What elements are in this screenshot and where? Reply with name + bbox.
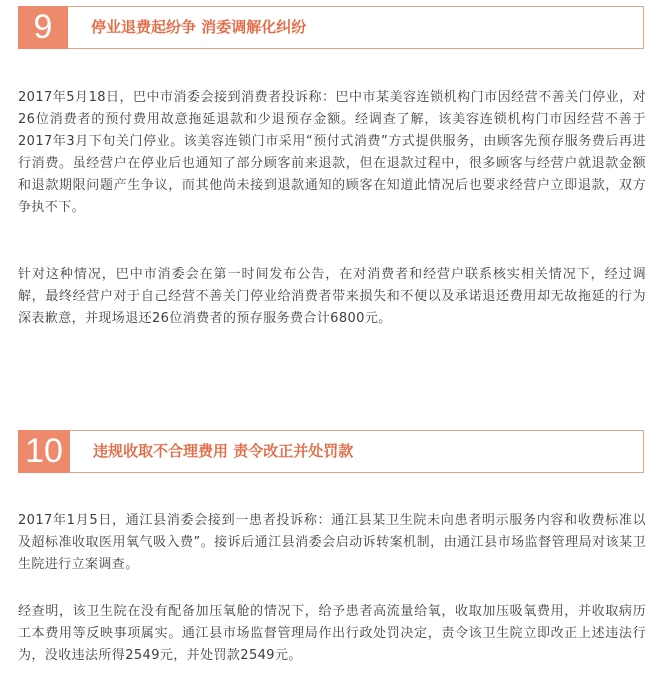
section-9-header xyxy=(18,6,644,49)
section-number-badge: 9 xyxy=(18,6,68,49)
paragraph: 经查明，该卫生院在没有配备加压氧舱的情况下，给予患者高流量给氧，收取加压吸氧费用，并收取病历工本费用等反映事项属实。通江县市场监督管理局作出行政处罚决定，责令该卫生院立即改正上述违法行为，没收违法所得2549元，并处罚款2549元。 xyxy=(18,604,646,663)
section-title: 违规收取不合理费用 责令改正并处罚款 xyxy=(93,442,354,460)
section-10-header xyxy=(18,430,644,473)
paragraph: 针对这种情况，巴中市消委会在第一时间发布公告，在对消费者和经营户联系核实相关情况下，经过调解，最终经营户对于自己经营不善关门停业给消费者带来损失和不便以及承诺退还费用却无故拖延的行为深表歉意，并现场退还26位消费者的预存服务费合计6800元。 xyxy=(18,267,646,326)
paragraph: 2017年5月18日，巴中市消委会接到消费者投诉称：巴中市某美容连锁机构门市因经营不善关门停业，对26位消费者的预付费用故意拖延退款和少退预存金额。经调查了解，该美容连锁机构门市因经营不善于2017年3月下旬关门停业。该美容连锁门市采用“预付式消费”方式提供服务，由顾客先预存服务费后再进行消费。虽经营户在停业后也通知了部分顾客前来退款，但在退款过程中，很多顾客与经营户就退款金额和退款期限问题产生争议，而其他尚未接到退款通知的顾客在知道此情况后也要求经营户立即退款，双方争执不下。 xyxy=(18,90,646,215)
section-number-badge: 10 xyxy=(18,430,70,473)
paragraph: 2017年1月5日，通江县消委会接到一患者投诉称：通江县某卫生院未向患者明示服务内容和收费标准以及超标准收取医用氧气吸入费”。接诉后通江县消委会启动诉转案机制，由通江县市场监督管理局对该某卫生院进行立案调查。 xyxy=(18,513,646,572)
section-title: 停业退费起纷争 消委调解化纠纷 xyxy=(91,18,307,36)
